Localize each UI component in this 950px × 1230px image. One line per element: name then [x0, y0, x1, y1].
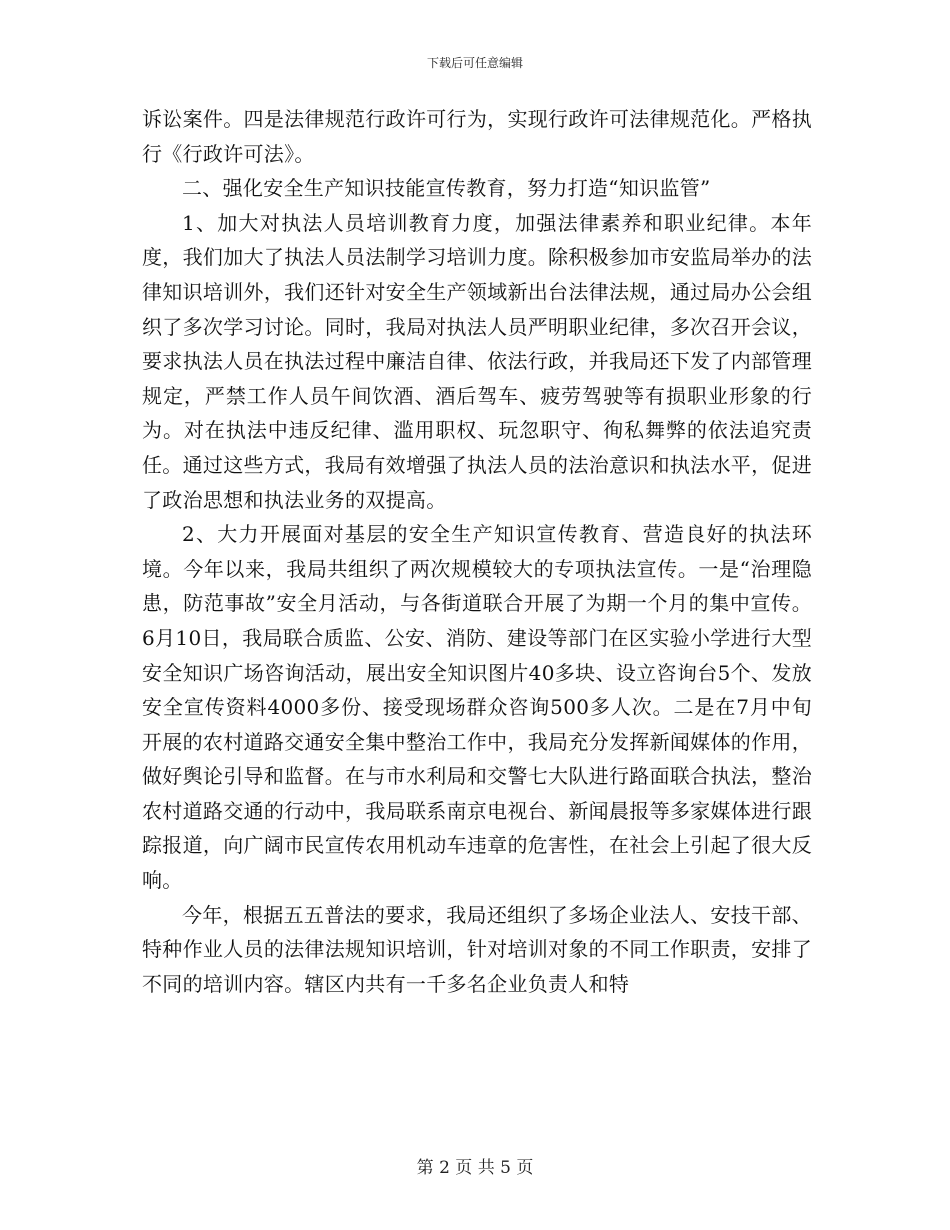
- document-body: [142, 102, 812, 1001]
- page-number: 第 2 页 共 5 页: [416, 1158, 534, 1178]
- paragraph-legal-education: 今年，根据五五普法的要求，我局还组织了多场企业法人、安技干部、特种作业人员的法律法规知识培训，针对培训对象的不同工作职责，安排了不同的培训内容。辖区内共有一千多名企业负责人和特: [142, 902, 812, 996]
- paragraph-publicity: 2、大力开展面对基层的安全生产知识宣传教育、营造良好的执法环境。今年以来，我局共组织了两次规模较大的专项执法宣传。一是“治理隐患，防范事故”安全月活动，与各街道联合开展了为期一个月的集中宣传。6月10日，我局联合质监、公安、消防、建设等部门在区实验小学进行大型安全知识广场咨询活动，展出安全知识图片40多块、设立咨询台5个、发放安全宣传资料4000多份、接受现场群众咨询500多人次。二是在7月中旬开展的农村道路交通安全集中整治工作中，我局充分发挥新闻媒体的作用，做好舆论引导和监督。在与市水利局和交警七大队进行路面联合执法，整治农村道路交通的行动中，我局联系南京电视台、新闻晨报等多家媒体进行跟踪报道，向广阔市民宣传农用机动车违章的危害性，在社会上引起了很大反响。: [142, 522, 812, 893]
- header-note: 下载后可任意编辑: [426, 56, 523, 70]
- paragraph-continuation: 诉讼案件。四是法律规范行政许可行为，实现行政许可法律规范化。严格执行《行政许可法》。: [142, 107, 812, 166]
- section-heading: 二、强化安全生产知识技能宣传教育，努力打造“知识监管”: [182, 176, 711, 201]
- paragraph-training: 1、加大对执法人员培训教育力度，加强法律素养和职业纪律。本年度，我们加大了执法人员法制学习培训力度。除积极参加市安监局举办的法律知识培训外，我们还针对安全生产领域新出台法律法规，通过局办公会组织了多次学习讨论。同时，我局对执法人员严明职业纪律，多次召开会议，要求执法人员在执法过程中廉洁自律、依法行政，并我局还下发了内部管理规定，严禁工作人员午间饮酒、酒后驾车、疲劳驾驶等有损职业形象的行为。对在执法中违反纪律、滥用职权、玩忽职守、徇私舞弊的依法追究责任。通过这些方式，我局有效增强了执法人员的法治意识和执法水平，促进了政治思想和执法业务的双提高。: [142, 210, 812, 512]
